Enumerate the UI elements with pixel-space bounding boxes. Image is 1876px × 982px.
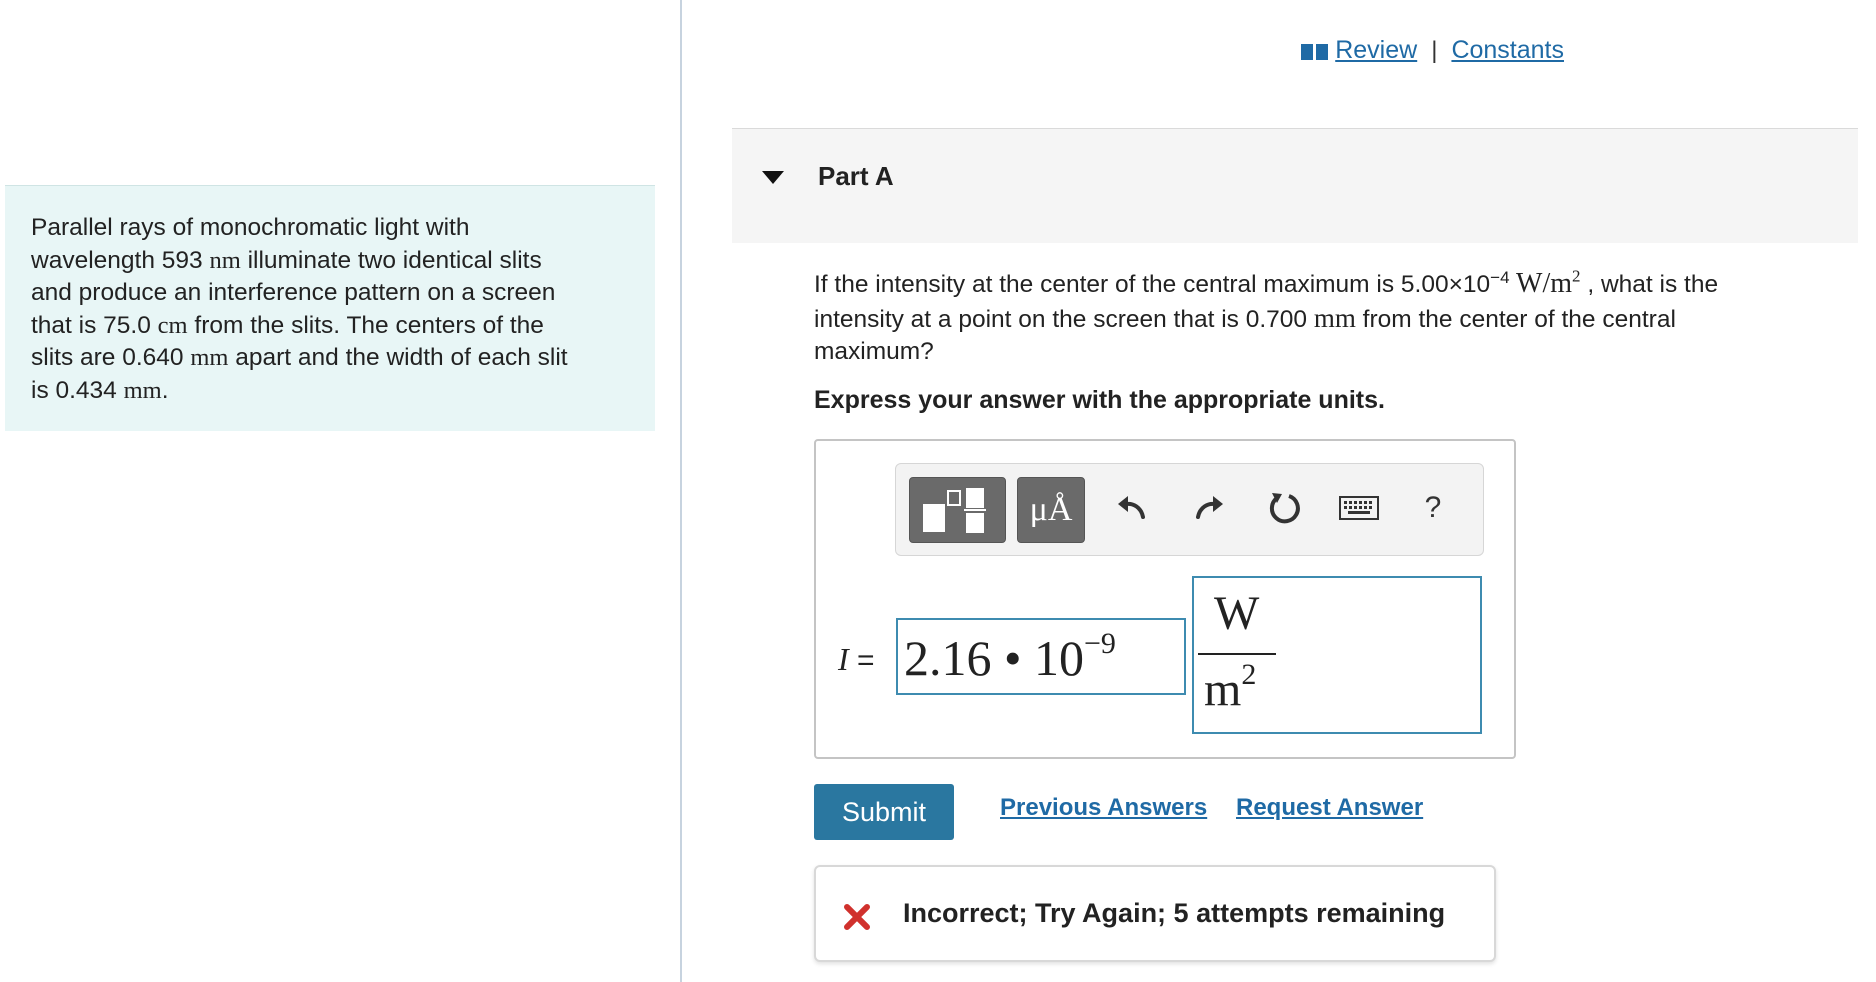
keyboard-button[interactable] xyxy=(1337,486,1381,530)
unit-numerator: W xyxy=(1214,587,1260,640)
undo-button[interactable] xyxy=(1110,486,1154,530)
math-toolbar xyxy=(895,463,1484,556)
problem-statement xyxy=(5,185,655,431)
feedback-box xyxy=(814,865,1496,962)
book-icon xyxy=(1301,43,1329,61)
part-title: Part A xyxy=(818,161,894,191)
answer-instruction: Express your answer with the appropriate units. xyxy=(814,386,1385,414)
fraction-bar xyxy=(1198,653,1276,655)
part-a-header[interactable] xyxy=(732,128,1858,243)
x-mark-icon xyxy=(843,903,871,931)
value-input[interactable]: 2.16 • $10^{-9}$ xyxy=(896,618,1186,695)
feedback-message: Incorrect; Try Again; 5 attempts remaining xyxy=(903,898,1446,928)
header-links xyxy=(1301,36,1564,65)
question-text: If the intensity at the center of the central maximum is $5.00\times 10^{-4}$ $W/m^2$ , what is the intensity at a point on the screen that is 0.700 mm from the center of the central maximum? xyxy=(814,266,1719,365)
undo-icon xyxy=(1115,491,1149,525)
redo-button[interactable] xyxy=(1187,486,1231,530)
review-link[interactable]: Review xyxy=(1335,36,1418,64)
submit-button[interactable]: Submit xyxy=(814,784,954,840)
previous-answers-link[interactable]: Previous Answers xyxy=(1000,794,1208,821)
units-icon: μÅ xyxy=(1029,491,1073,528)
unit-denominator: $m^2$ xyxy=(1204,658,1257,716)
help-button[interactable] xyxy=(1411,486,1455,530)
units-button[interactable] xyxy=(1017,477,1085,543)
constants-link[interactable]: Constants xyxy=(1451,36,1564,64)
panel-divider xyxy=(680,0,682,982)
link-separator: | xyxy=(1431,36,1438,64)
request-answer-link[interactable]: Request Answer xyxy=(1236,794,1424,821)
redo-icon xyxy=(1192,491,1226,525)
units-input[interactable] xyxy=(1192,576,1482,734)
reset-icon xyxy=(1267,490,1303,526)
templates-icon xyxy=(910,478,1007,544)
equation-label: I = xyxy=(838,641,875,677)
reset-button[interactable] xyxy=(1263,486,1307,530)
templates-button[interactable] xyxy=(909,477,1006,543)
problem-text: Parallel rays of monochromatic light with wavelength 593 nm illuminate two identical slits and produce an interference pattern on a screen that is 75.0 cm from the slits. The centers of the slits are 0.640 mm apart and the width of each slit is 0.434 mm. xyxy=(31,214,568,404)
keyboard-icon xyxy=(1339,495,1379,521)
help-icon: ? xyxy=(1424,491,1442,524)
answer-box xyxy=(814,439,1516,759)
caret-down-icon[interactable] xyxy=(762,171,784,184)
